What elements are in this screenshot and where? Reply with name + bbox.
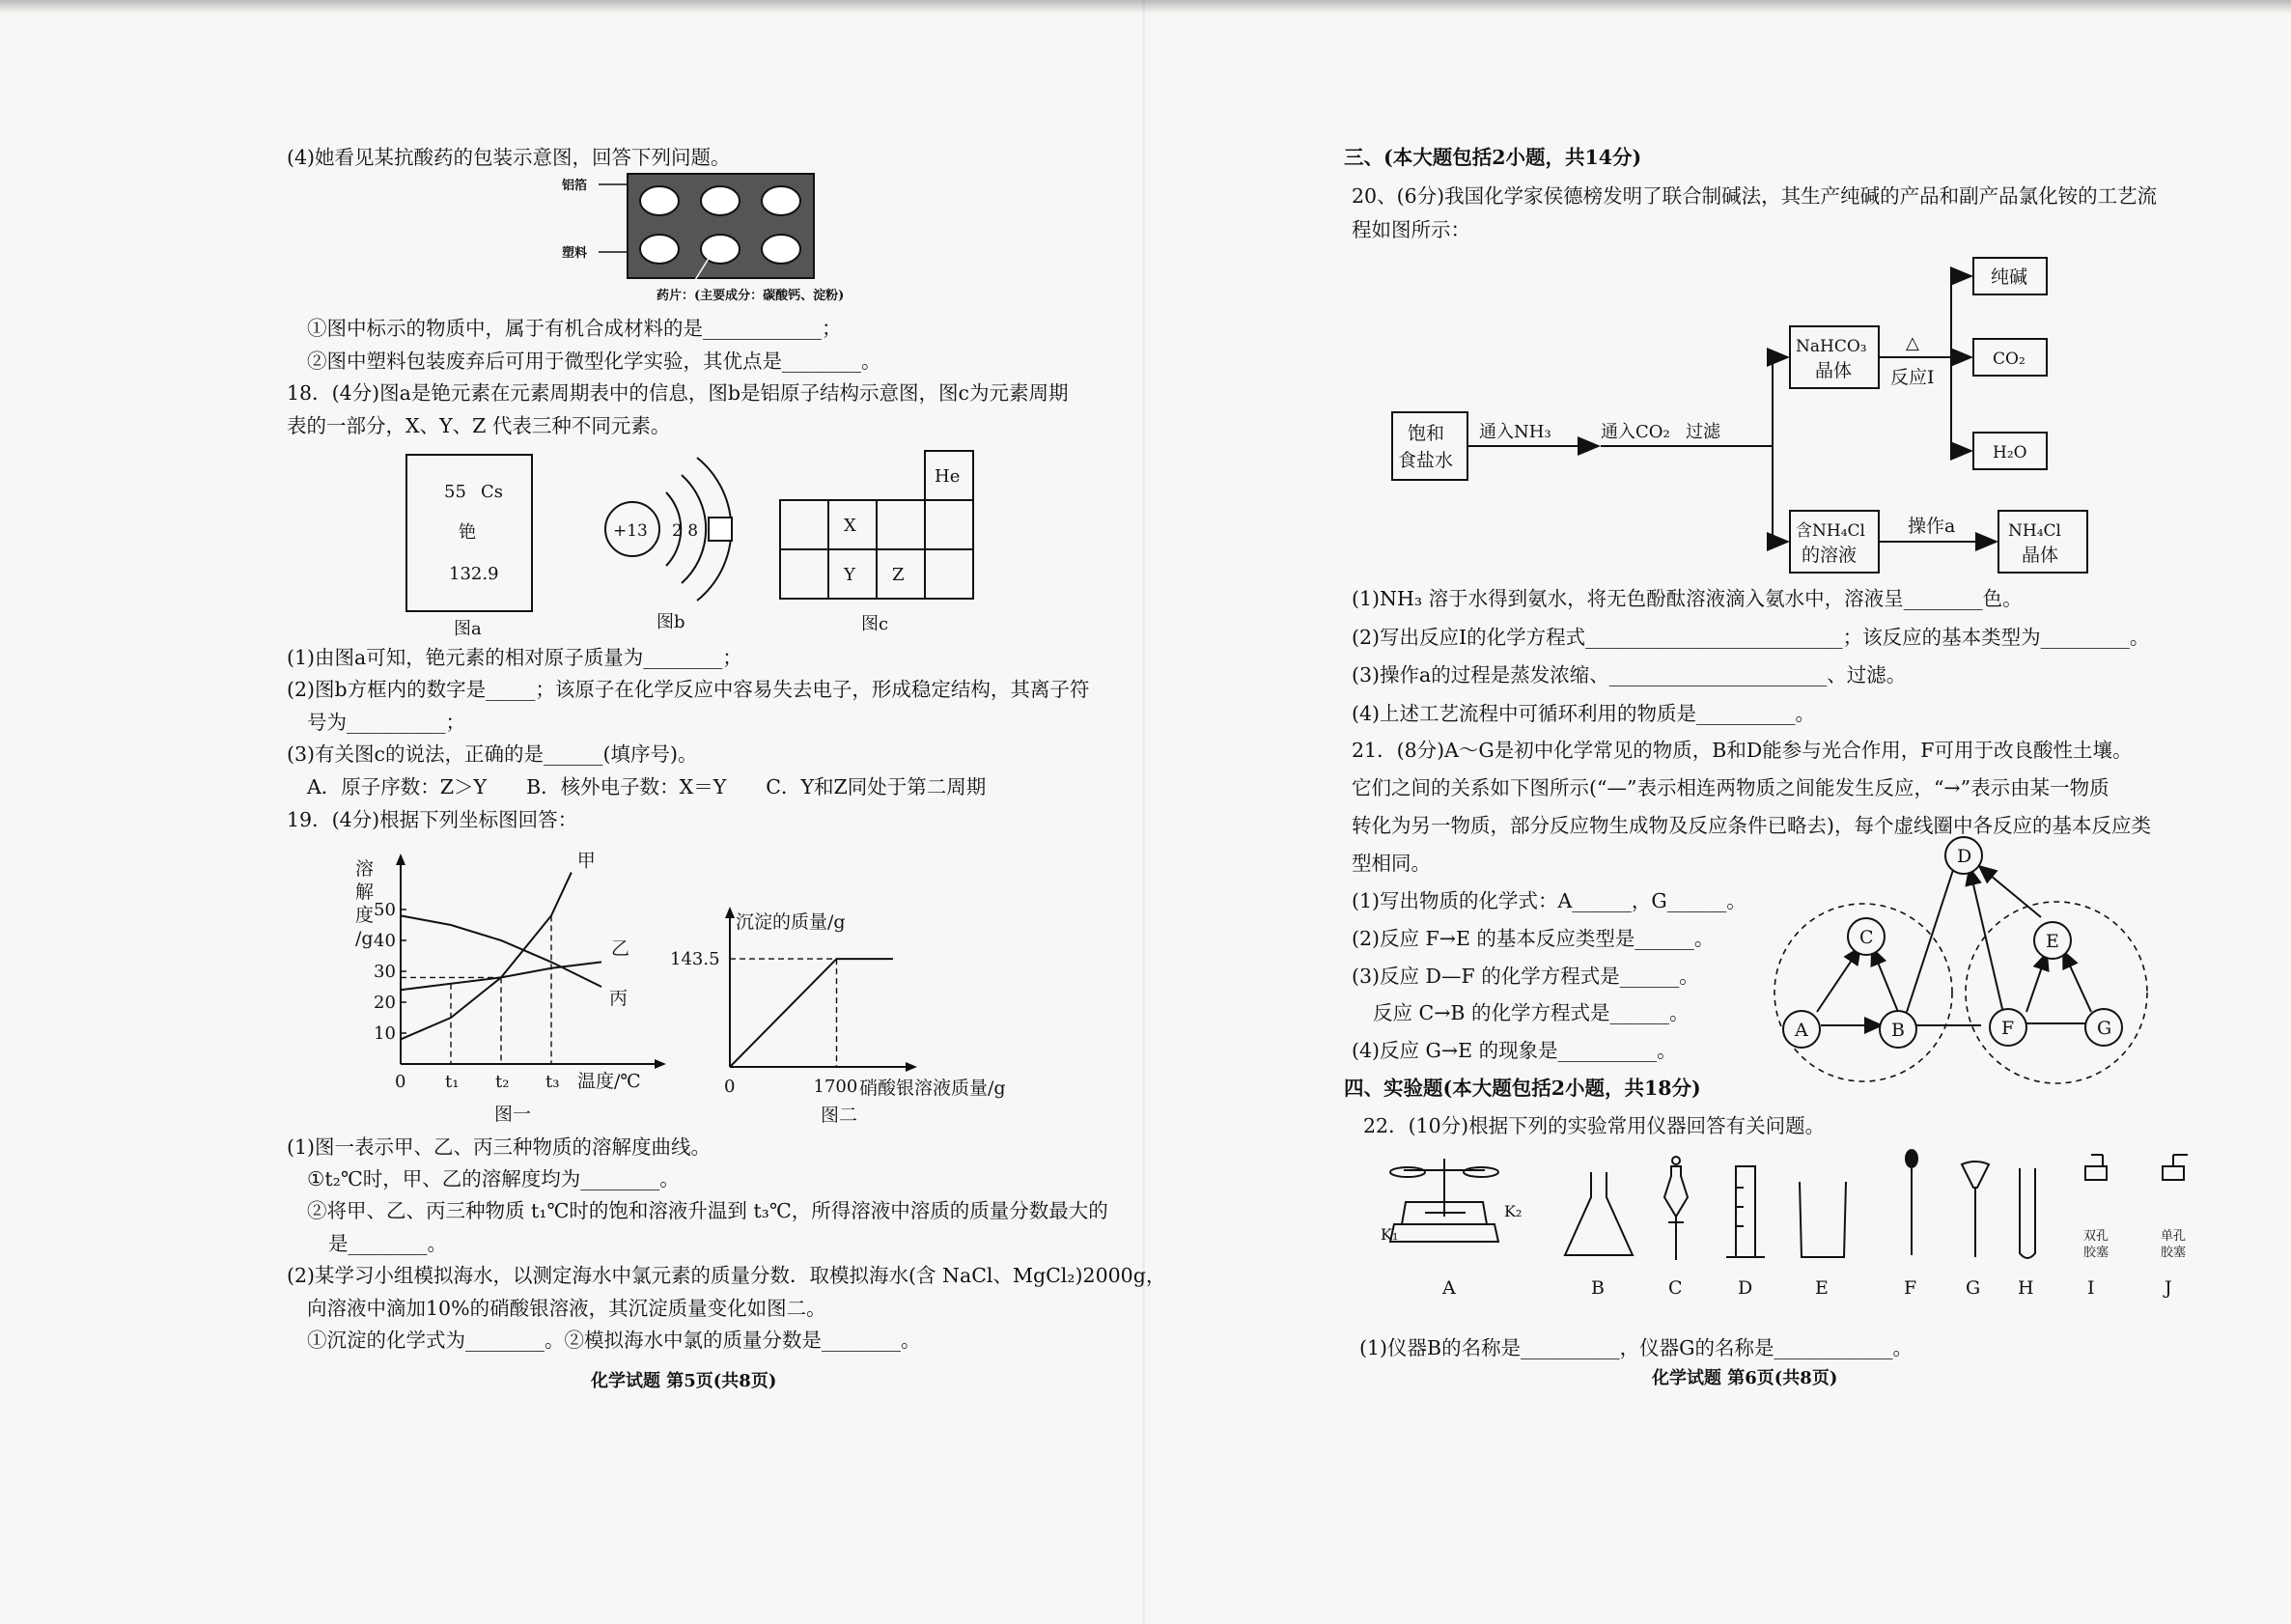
q19-1b2: 是________。 [328, 1232, 447, 1255]
q22: 22．(10分)根据下列的实验常用仪器回答有关问题。 [1363, 1114, 1826, 1137]
co2-out-label: CO₂ [1993, 350, 2026, 369]
separatory-funnel-icon [1664, 1157, 1688, 1260]
q19-2c: ①沉淀的化学式为________。②模拟海水中氯的质量分数是________。 [307, 1329, 921, 1352]
chart1-xlabel: 温度/℃ [577, 1071, 641, 1092]
q21-line1: 21．(8分)A～G是初中化学常见的物质，B和D能参与光合作用，F可用于改良酸性土壤。 [1352, 739, 2133, 762]
node-d-label: D [1957, 846, 1972, 867]
label-k2: K₂ [1504, 1202, 1523, 1220]
q20-4: (4)上述工艺流程中可循环利用的物质是__________。 [1352, 702, 1816, 725]
chart1-ylabel-1: 溶 [355, 858, 375, 880]
chart1-series-line [401, 962, 601, 990]
node-f-label: F [2001, 1018, 2015, 1039]
dropper-icon [1906, 1150, 1917, 1255]
caption-a: 图a [454, 619, 482, 639]
q20-2: (2)写出反应Ⅰ的化学方程式__________________________；该反应的基本类型为_________。 [1352, 626, 2150, 649]
q21-line2: 它们之间的关系如下图所示(“—”表示相连两物质之间能发生反应，“→”表示由某一物质 [1352, 776, 2109, 799]
chart1-series-label: 乙 [611, 938, 630, 960]
q20-1: (1)NH₃ 溶于水得到氨水，将无色酚酞溶液滴入氨水中，溶液呈________色。 [1352, 587, 2023, 610]
solubility-chart [348, 850, 676, 1134]
nahco3-label-1: NaHCO₃ [1796, 337, 1867, 356]
figure-a-cesium-cell [401, 449, 545, 637]
figure-c-periodic-fragment [772, 449, 985, 642]
nh4cl-solution-label-2: 的溶液 [1802, 545, 1858, 566]
q19-2a: (2)某学习小组模拟海水，以测定海水中氯元素的质量分数．取模拟海水(含 NaCl、MgCl₂)2000g， [287, 1264, 1166, 1287]
chart2-ytick-label: 143.5 [670, 949, 720, 970]
stopper-j-label-1: 单孔 [2161, 1229, 2187, 1244]
chart2-y-arrow [725, 907, 735, 918]
q18-2a: (2)图b方框内的数字是_____；该原子在化学反应中容易失去电子，形成稳定结构，其离子符 [287, 678, 1090, 701]
cs-name: 铯 [459, 522, 476, 543]
double-hole-stopper-icon [2085, 1155, 2107, 1180]
chart2-ylabel: 沉淀的质量/g [736, 911, 846, 933]
q20-line2: 程如图所示： [1352, 218, 1470, 241]
nucleus-charge: +13 [613, 521, 648, 541]
right-page [1145, 0, 2291, 1624]
instrument-letter: F [1904, 1277, 1917, 1299]
node-g-label: G [2097, 1018, 2112, 1039]
substance-relation-diagram [1763, 840, 2168, 1096]
node-b-label: B [1891, 1020, 1905, 1041]
instrument-letter: D [1738, 1277, 1753, 1299]
nahco3-label-2: 晶体 [1815, 360, 1853, 381]
instrument-letter: B [1591, 1277, 1605, 1299]
label-plastic: 塑料 [562, 246, 588, 261]
cell-he: He [935, 466, 961, 487]
q18-1: (1)由图a可知，铯元素的相对原子质量为________； [287, 646, 742, 669]
conical-flask-icon [1565, 1172, 1633, 1255]
step-filter: 过滤 [1686, 422, 1720, 442]
q17-4-1: ①图中标示的物质中，属于有机合成材料的是____________； [307, 317, 842, 340]
graduated-cylinder-icon [1726, 1166, 1765, 1257]
q18-line2: 表的一部分，X、Y、Z 代表三种不同元素。 [287, 414, 671, 437]
q21-2: (2)反应 F→E 的基本反应类型是______。 [1352, 927, 1715, 950]
label-foil: 铝箔 [562, 179, 588, 193]
cs-mass: 132.9 [449, 564, 499, 584]
figure-b-atom-structure [589, 444, 743, 637]
chart1-xtick-label: t₂ [495, 1072, 510, 1092]
q21-line3: 转化为另一物质，部分反应物生成物及反应条件已略去)，每个虚线圈中各反应的基本反应类 [1352, 814, 2151, 837]
delta-symbol: △ [1906, 333, 1919, 353]
node-a-label: A [1795, 1020, 1808, 1041]
q21-4: (4)反应 G→E 的现象是__________。 [1352, 1039, 1677, 1062]
chart1-series-label: 甲 [576, 850, 596, 872]
stopper-j-label-2: 胶塞 [2161, 1246, 2187, 1260]
operation-a-label: 操作a [1908, 516, 1956, 537]
chart1-ylabel-4: /g [355, 928, 374, 949]
chart1-series-line [401, 873, 572, 1040]
q18-2b: 号为__________； [307, 711, 465, 734]
beaker-icon [1800, 1182, 1846, 1257]
instrument-letter: J [2165, 1277, 2172, 1299]
chart1-xtick-label: t₁ [445, 1072, 460, 1092]
chart2-xtick-label: 1700 [813, 1077, 858, 1097]
chart2-xtick-label: 0 [724, 1077, 736, 1097]
chart1-ylabel-2: 解 [355, 882, 375, 903]
q17-4-intro: (4)她看见某抗酸药的包装示意图，回答下列问题。 [287, 146, 731, 169]
node-e-label: E [2046, 931, 2059, 952]
caption-b: 图b [657, 612, 685, 632]
left-footer: 化学试题 第5页(共8页) [591, 1371, 777, 1391]
label-k1: K₁ [1381, 1225, 1399, 1244]
chart2-x-arrow [906, 1062, 917, 1072]
instrument-letter: G [1966, 1277, 1981, 1299]
precipitate-chart [666, 893, 1052, 1134]
cell-z: Z [892, 565, 905, 585]
q18-line1: 18．(4分)图a是铯元素在元素周期表中的信息，图b是铝原子结构示意图，图c为元素周期 [287, 381, 1069, 405]
nh4cl-solution-label-1: 含NH₄Cl [1796, 521, 1865, 541]
q19-2b: 向溶液中滴加10%的硝酸银溶液，其沉淀质量变化如图二。 [307, 1297, 826, 1320]
chart1-x-arrow [655, 1059, 666, 1069]
chart1-ytick-label: 10 [374, 1023, 396, 1044]
shell-electrons: 2 8 [672, 521, 699, 541]
q21-3b: 反应 C→B 的化学方程式是______。 [1373, 1001, 1690, 1024]
balance-icon [1390, 1159, 1498, 1242]
lab-instruments [1381, 1149, 2236, 1313]
chart2-series-line [730, 959, 893, 1067]
nh4cl-crystal-label-2: 晶体 [2022, 545, 2059, 566]
q21-line4: 型相同。 [1352, 852, 1431, 875]
soda-label: 纯碱 [1991, 266, 2028, 288]
cs-symbol: Cs [481, 482, 504, 502]
q20-3: (3)操作a的过程是蒸发浓缩、______________________、过滤。 [1352, 663, 1907, 686]
chart1-ytick-label: 50 [374, 900, 396, 920]
test-tube-icon [2020, 1168, 2035, 1258]
chart1-ytick-label: 40 [374, 931, 396, 951]
q18-options: A．原子序数：Z＞Y B．核外电子数：X＝Y C．Y和Z同处于第二周期 [307, 775, 987, 798]
stopper-i-label-1: 双孔 [2083, 1229, 2109, 1244]
cs-number: 55 [444, 482, 466, 502]
q17-4-2: ②图中塑料包装废弃后可用于微型化学实验，其优点是________。 [307, 350, 881, 373]
cell-y: Y [844, 565, 855, 585]
step-co2: 通入CO₂ [1601, 422, 1670, 442]
nh4cl-crystal-label-1: NH₄Cl [2008, 521, 2061, 541]
reaction-1-label: 反应Ⅰ [1890, 367, 1935, 388]
q18-3: (3)有关图c的说法，正确的是______(填序号)。 [287, 742, 698, 766]
instrument-letter: H [2018, 1277, 2034, 1299]
section-4-heading: 四、实验题(本大题包括2小题，共18分) [1344, 1077, 1701, 1100]
q19-1a: ①t₂℃时，甲、乙的溶解度均为________。 [307, 1167, 680, 1190]
chart1-series-label: 丙 [609, 988, 629, 1009]
q19-1: (1)图一表示甲、乙、丙三种物质的溶解度曲线。 [287, 1135, 712, 1159]
caption-c: 图c [861, 614, 889, 634]
q19-1b: ②将甲、乙、丙三种物质 t₁℃时的饱和溶液升温到 t₃℃，所得溶液中溶质的质量分数最大的 [307, 1199, 1108, 1222]
q20-line1: 20、(6分)我国化学家侯德榜发明了联合制碱法，其生产纯碱的产品和副产品氯化铵的工艺流 [1352, 184, 2158, 208]
chart1-title: 图一 [494, 1104, 532, 1125]
section-3-heading: 三、(本大题包括2小题，共14分) [1344, 146, 1642, 169]
cell-x: X [844, 516, 856, 536]
chart2-title: 图二 [821, 1105, 858, 1126]
chart1-xtick-label: 0 [395, 1072, 406, 1092]
chart1-y-arrow [396, 854, 405, 865]
instrument-letter: A [1442, 1277, 1456, 1299]
chart2-xlabel: 硝酸银溶液质量/g [859, 1078, 1006, 1099]
chart1-ytick-label: 20 [374, 993, 396, 1013]
blister-pack-diagram [560, 172, 850, 307]
single-hole-stopper-icon [2163, 1155, 2188, 1180]
q22-1: (1)仪器B的名称是__________，仪器G的名称是____________。 [1359, 1336, 1913, 1359]
right-footer: 化学试题 第6页(共8页) [1652, 1368, 1838, 1388]
ammonia-soda-flow-diagram [1386, 246, 2120, 579]
step-nh3: 通入NH₃ [1479, 422, 1551, 442]
q21-1: (1)写出物质的化学式：A______，G______。 [1352, 889, 1746, 912]
chart1-ylabel-3: 度 [355, 905, 375, 926]
pack-caption: 药片：(主要成分：碳酸钙、淀粉) [657, 289, 845, 303]
node-c-label: C [1859, 927, 1874, 948]
instrument-letter: E [1815, 1277, 1829, 1299]
brine-label-2: 食盐水 [1398, 450, 1454, 471]
chart1-ytick-label: 30 [374, 962, 396, 982]
answer-box [709, 518, 732, 541]
funnel-icon [1962, 1162, 1989, 1257]
brine-label-1: 饱和 [1408, 423, 1445, 444]
h2o-label: H₂O [1993, 443, 2027, 462]
q21-3: (3)反应 D—F 的化学方程式是______。 [1352, 965, 1699, 988]
q19-title: 19．(4分)根据下列坐标图回答： [287, 808, 578, 831]
chart1-xtick-label: t₃ [545, 1072, 560, 1092]
instrument-letter: C [1668, 1277, 1683, 1299]
instrument-letter: I [2087, 1277, 2095, 1299]
stopper-i-label-2: 胶塞 [2083, 1246, 2109, 1260]
